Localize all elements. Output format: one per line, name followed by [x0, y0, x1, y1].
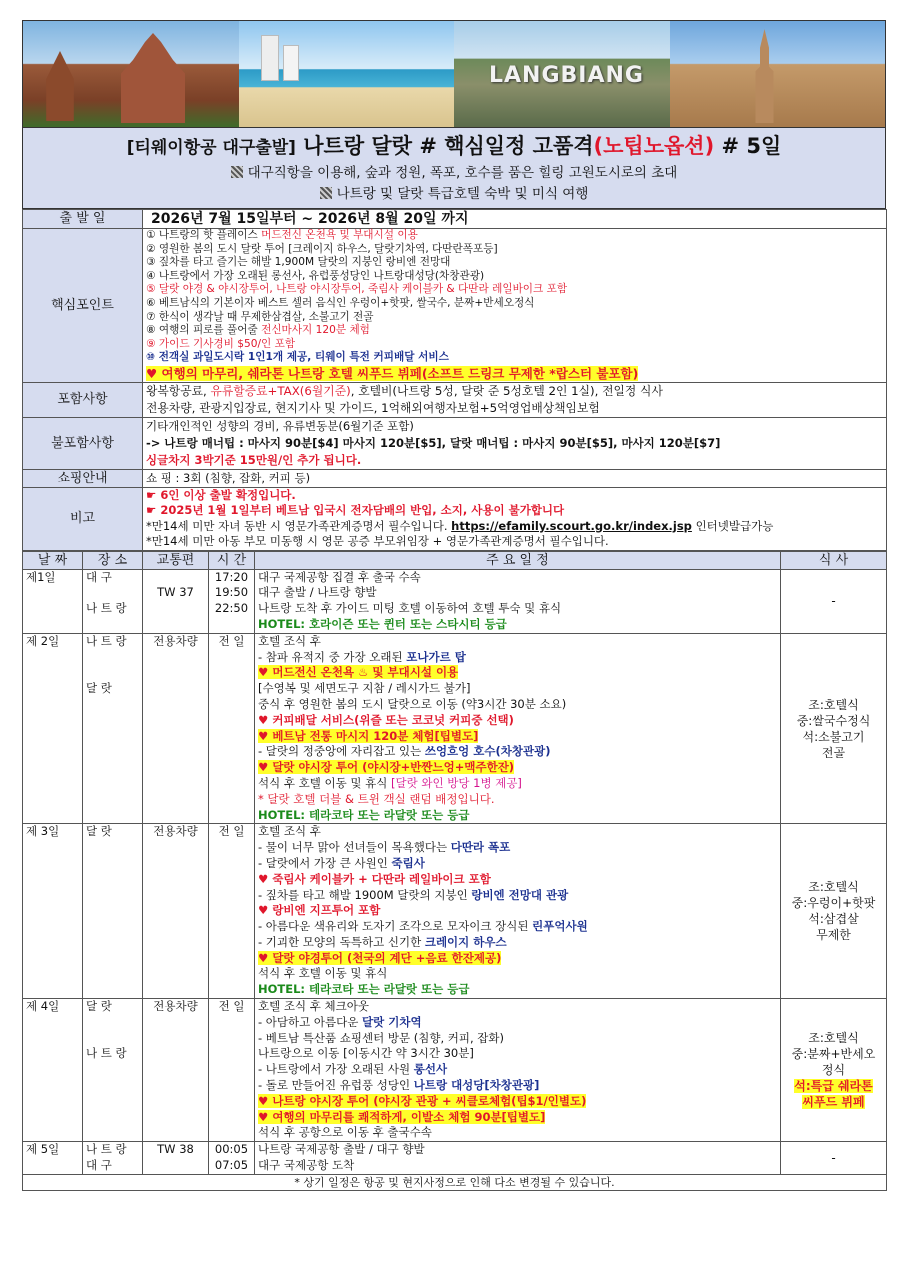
note-label: 비고: [23, 487, 143, 550]
day-3-row: [23, 824, 887, 999]
subtitle-1: 대구직항을 이용해, 숲과 정원, 폭포, 호수를 품은 힐링 고원도시로의 초대: [23, 163, 885, 184]
day-2-row: [23, 633, 887, 824]
point-6: ⑥ 베트남식의 기본이자 베스트 셀러 음식인 우렁이+핫팟, 쌀국수, 분짜+반세오정식: [146, 296, 535, 309]
header-meal: 식 사: [781, 551, 887, 569]
point-1: ① 나트랑의 핫 플레이스 머드전신 온천욕 및 부대시설 이용: [146, 229, 418, 241]
square-bullet-icon: [320, 187, 332, 199]
include-label: 포함사항: [23, 382, 143, 417]
day-5-label: 제 5일: [23, 1142, 83, 1175]
point-10: ⑩ 전객실 과일도시락 1인1개 제공, 티웨이 특전 커피배달 서비스: [146, 351, 449, 364]
day-4-place: 달 랏 나 트 랑: [83, 999, 143, 1142]
page-title: [티웨이항공 대구출발] 나트랑 달랏 # 핵심일정 고품격(노팁노옵션) # 5일: [126, 134, 782, 158]
departure-row: [23, 210, 887, 229]
header-plan: 주 요 일 정: [255, 551, 781, 569]
day-3-label: 제 3일: [23, 824, 83, 999]
point-7: ⑦ 한식이 생각날 때 무제한삼겹살, 소불고기 전골: [146, 310, 374, 323]
point-4: ④ 나트랑에서 가장 오래된 롱선사, 유럽풍성당인 나트랑대성당(차창관광): [146, 269, 485, 282]
note-row: [23, 487, 887, 550]
day-5-meal: -: [781, 1142, 887, 1175]
include-row: [23, 382, 887, 417]
header-time: 시 간: [209, 551, 255, 569]
exclude-label: 불포함사항: [23, 417, 143, 469]
footer-note: * 상기 일정은 항공 및 현지사정으로 인해 다소 변경될 수 있습니다.: [23, 1174, 887, 1190]
day-1-row: [23, 569, 887, 633]
day-3-plan: 호텔 조식 후 - 물이 너무 맑아 선녀들이 목욕했다는 다딴라 폭포 - 달랏에서 가장 큰 사원인 죽림사 ♥ 죽림사 케이블카 + 다딴라 레일바이크 포함 - 짚차를 타고 해발 1900M 달랏의 지붕인 랑비엔 전망대 관광 ♥ 랑비엔 지프투어 포함 - 아름다운 색유리와 도자기 조각으로 모자이크 장식된 린푸억사원 - 기괴한 모양의 독특하고 신기한 크레이지 하우스 ♥ 달랏 야경투어 (천국의 계단 +음료 한잔제공) 석식 후 호텔 이동 및 휴식 HOTEL: 테라코타 또는 라달랏 또는 등급: [255, 824, 781, 999]
point-3: ③ 짚차를 타고 즐기는 해발 1,900M 달랏의 지붕인 랑비엔 전망대: [146, 256, 451, 269]
schedule-header-row: [23, 551, 887, 569]
itinerary-page: [22, 20, 886, 1191]
day-2-label: 제 2일: [23, 633, 83, 824]
point-5: ⑤ 달랏 야경 & 야시장투어, 나트랑 야시장투어, 죽림사 케이블카 & 다딴라 레일바이크 포함: [146, 283, 568, 296]
day-4-meal: 조:호텔식 중:분짜+반세오 정식 석:특급 쉐라톤 씨푸드 뷔페: [781, 999, 887, 1142]
exclude-row: [23, 417, 887, 469]
exclude-value: 기타개인적인 성향의 경비, 유류변동분(6월기준 포함) -> 나트랑 매너팁 : 마사지 90분[$4] 마사지 120분[$5], 달랏 매너팁 : 마사지 90분[$5], 마사지 120분[$7] 싱글차지 3박기준 15만원/인 추가 됩니다.: [143, 417, 887, 469]
day-5-place: 나 트 랑 대 구: [83, 1142, 143, 1175]
day-2-time: 전 일: [209, 633, 255, 824]
note-value: ☛ 6인 이상 출발 확정입니다. ☛ 2025년 1월 1일부터 베트남 입국시 전자담배의 반입, 소지, 사용이 불가합니다 *만14세 미만 자녀 동반 시 영문가족관계증명서 필수입니다. https://efamily.scourt.go.kr/index.jsp 인터넷발급가능 *만14세 미만 아동 부모 미동행 시 영문 공증 부모위임장 + 영문가족관계증명서 필수입니다.: [143, 487, 887, 550]
point-8: ⑧ 여행의 피로를 풀어줄 전신마사지 120분 체험: [146, 324, 370, 337]
title-block: [22, 127, 886, 209]
efamily-link[interactable]: https://efamily.scourt.go.kr/index.jsp: [451, 518, 692, 533]
include-value: 왕복항공료, 유류할증료+TAX(6월기준), 호텔비(나트랑 5성, 달랏 준 5성호텔 2인 1실), 전일정 식사 전용차량, 관광지입장료, 현지기사 및 가이드, 1억해외여행자보험+5억영업배상책임보험: [143, 382, 887, 417]
square-bullet-icon: [231, 166, 243, 178]
day-4-transport: 전용차량: [143, 999, 209, 1142]
day-2-transport: 전용차량: [143, 633, 209, 824]
info-table: [22, 209, 887, 551]
departure-label: 출 발 일: [23, 210, 143, 229]
departure-value: 2026년 7월 15일부터 ~ 2026년 8월 20일 까지: [143, 210, 887, 229]
shopping-label: 쇼핑안내: [23, 469, 143, 487]
day-4-row: [23, 999, 887, 1142]
day-1-times: 17:20 19:50 22:50: [209, 569, 255, 633]
day-2-plan: 호텔 조식 후 - 참파 유적지 중 가장 오래된 포나가르 탑 ♥ 머드전신 온천욕 ♨ 및 부대시설 이용 [수영복 및 세면도구 지참 / 레시가드 불가] 중식 후 영원한 봄의 도시 달랏으로 이동 (약3시간 30분 소요) ♥ 커피배달 서비스(위즐 또는 코코넛 커피중 선택) ♥ 베트남 전통 마시지 120분 체험[팁별도] - 달랏의 정중앙에 자리잡고 있는 쓰엉흐엉 호수(차창관광) ♥ 달랏 야시장 투어 (야시장+반짠느엉+맥주한잔) 석식 후 호텔 이동 및 휴식 [달랏 와인 방당 1병 제공] * 달랏 호텔 더블 & 트윈 객실 랜덤 배정입니다. HOTEL: 테라코타 또는 라달랏 또는 등급: [255, 633, 781, 824]
day-1-plan: 대구 국제공항 집결 후 출국 수속 대구 출발 / 나트랑 향발 나트랑 도착 후 가이드 미팅 호텔 이동하여 호텔 투숙 및 휴식 HOTEL: 호라이즌 또는 퀸터 또는 스타시티 등급: [255, 569, 781, 633]
beach-city-photo: [239, 21, 455, 127]
cathedral-photo: [670, 21, 886, 127]
day-3-place: 달 랏: [83, 824, 143, 999]
day-3-meal: 조:호텔식 중:우렁이+핫팟 석:삼겹살 무제한: [781, 824, 887, 999]
subtitle-2: 나트랑 및 달랏 특급호텔 숙박 및 미식 여행: [23, 184, 885, 205]
day-2-meal: 조:호텔식 중:쌀국수정식 석:소불고기 전골: [781, 633, 887, 824]
day-3-time: 전 일: [209, 824, 255, 999]
photo-banner: [22, 20, 886, 127]
day-4-label: 제 4일: [23, 999, 83, 1142]
footer-row: [23, 1174, 887, 1190]
shopping-row: [23, 469, 887, 487]
header-place: 장 소: [83, 551, 143, 569]
day-5-transport: TW 38: [143, 1142, 209, 1175]
day-1-meal: -: [781, 569, 887, 633]
day-1-label: 제1일: [23, 569, 83, 633]
cham-tower-photo: [23, 21, 239, 127]
point-9: ⑨ 가이드 기사경비 $50/인 포함: [146, 337, 296, 350]
day-1-place: 대 구 나 트 랑: [83, 569, 143, 633]
point-2: ② 영원한 봄의 도시 달랏 투어 [크레이지 하우스, 달랏기차역, 다딴란폭포등]: [146, 242, 498, 255]
day-2-place: 나 트 랑 달 랏: [83, 633, 143, 824]
day-5-times: 00:05 07:05: [209, 1142, 255, 1175]
day-1-transport: TW 37: [143, 569, 209, 633]
day-4-plan: 호텔 조식 후 체크아웃 - 아담하고 아름다운 달랏 기차역 - 베트남 특산품 쇼핑센터 방문 (침향, 커피, 잡화) 나트랑으로 이동 [이동시간 약 3시간 30분] - 나트랑에서 가장 오래된 사원 롱선사 - 돌로 만들어진 유럽풍 성당인 나트랑 대성당[차창관광] ♥ 나트랑 야시장 투어 (야시장 관광 + 씨클로체험(팁$1/인별도) ♥ 여행의 마무리를 쾌적하게, 이발소 체험 90분[팁별도] 석식 후 공항으로 이동 후 출국수속: [255, 999, 781, 1142]
langbiang-logo-text: LANGBIANG: [489, 63, 644, 88]
langbiang-photo: [454, 21, 670, 127]
header-day: 날 짜: [23, 551, 83, 569]
key-points-label: 핵심포인트: [23, 229, 143, 383]
key-points-row: [23, 229, 887, 383]
day-5-plan: 나트랑 국제공항 출발 / 대구 향발 대구 국제공항 도착: [255, 1142, 781, 1175]
day-4-time: 전 일: [209, 999, 255, 1142]
schedule-table: [22, 551, 887, 1191]
day-5-row: [23, 1142, 887, 1175]
shopping-value: 쇼 핑 : 3회 (침향, 잡화, 커피 등): [143, 469, 887, 487]
day-3-transport: 전용차량: [143, 824, 209, 999]
key-points-list: [143, 229, 887, 383]
point-highlight: ♥ 여행의 마무리, 쉐라톤 나트랑 호텔 씨푸드 뷔페(소프트 드링크 무제한 *랍스터 불포함): [146, 365, 639, 381]
header-transport: 교통편: [143, 551, 209, 569]
